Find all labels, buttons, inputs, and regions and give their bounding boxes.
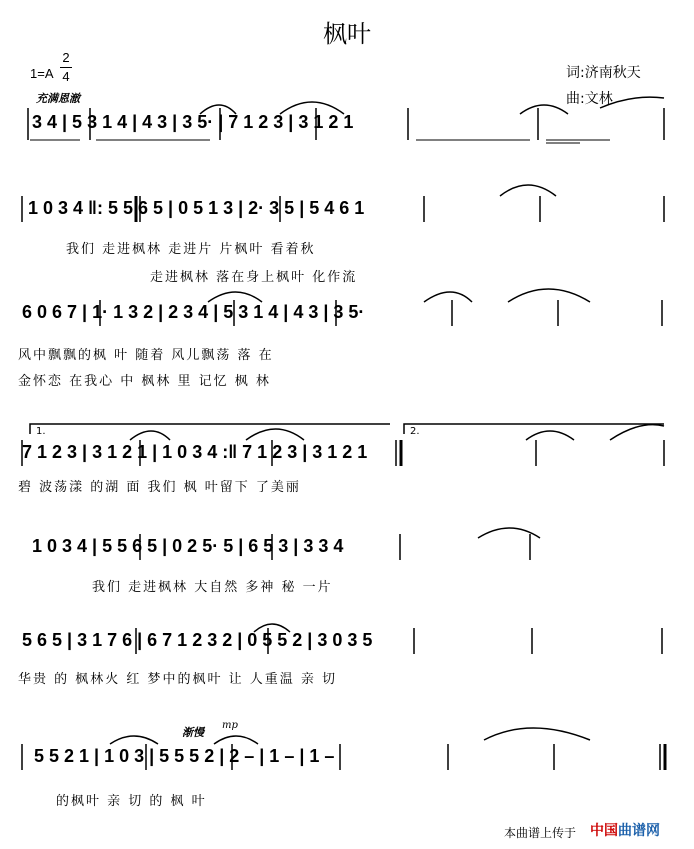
- upload-note: 本曲谱上传于: [504, 826, 577, 840]
- expression-mark: 充满恩澈: [36, 92, 80, 105]
- system-1-notes: 3 4 | 5 3 1 4 | 4 3 | 3 5· | 7 1 2 3 | 3 1 2 1: [32, 112, 354, 132]
- system-5-lyrics: 我们 走进枫林 大自然 多神 秘 一片: [92, 580, 333, 595]
- dynamic-mark: mp: [222, 720, 238, 731]
- time-signature-top: 2: [62, 50, 70, 65]
- system-3-notes: 6 0 6 7 | 1· 1 3 2 | 2 3 4 | 5 3 1 4 | 4 3 | 3 5·: [22, 302, 365, 322]
- system-3-lyrics-1: 风中飘飘的枫 叶 随着 风儿飘荡 落 在: [18, 348, 274, 363]
- time-signature-bottom: 4: [62, 69, 70, 84]
- system-7-notes: 5 5 2 1 | 1 0 3 | 5 5 5 2 | 2 – | 1 – | 1 –: [34, 746, 335, 766]
- system-6-notes: 5 6 5 | 3 1 7 6 | 6 7 1 2 3 2 | 0 5 5 2 | 3 0 3 5: [22, 630, 373, 650]
- system-2-lyrics-2: 走进枫林 落在身上枫叶 化作流: [150, 270, 358, 285]
- system-2-notes: 1 0 3 4 ‖: 5 5 6 5 | 0 5 1 3 | 2· 3 5 | 5 4 6 1: [28, 198, 365, 218]
- system-4-notes: 7 1 2 3 | 3 1 2 1 | 1 0 3 4 :‖ 7 1 2 3 | 3 1 2 1: [22, 442, 368, 462]
- system-5-notes: 1 0 3 4 | 5 5 6 5 | 0 2 5· 5 | 6 5 3 | 3 3 4: [32, 536, 344, 556]
- system-2-lyrics-1: 我们 走进枫林 走进片 片枫叶 看着秋: [66, 242, 316, 257]
- tempo-mark: 渐慢: [182, 726, 204, 739]
- volta-2: 2.: [410, 426, 420, 437]
- system-7-lyrics: 的枫叶 亲 切 的 枫 叶: [56, 794, 207, 809]
- composer-credit: 曲:文林: [566, 91, 613, 107]
- system-3-lyrics-2: 金怀恋 在我心 中 枫林 里 记忆 枫 林: [18, 374, 271, 389]
- song-title: 枫叶: [323, 20, 371, 48]
- lyricist-credit: 词:济南秋天: [566, 65, 641, 81]
- system-6-lyrics: 华贵 的 枫林火 红 梦中的枫叶 让 人重温 亲 切: [18, 672, 338, 687]
- site-logo[interactable]: [590, 820, 660, 840]
- logo-part-a: 中国: [590, 823, 618, 839]
- volta-1: 1.: [36, 426, 46, 437]
- system-4-lyrics: 碧 波荡漾 的湖 面 我们 枫 叶留下 了美丽: [18, 480, 301, 495]
- logo-part-b: 曲谱网: [618, 823, 660, 839]
- key-signature: 1=A: [30, 66, 54, 81]
